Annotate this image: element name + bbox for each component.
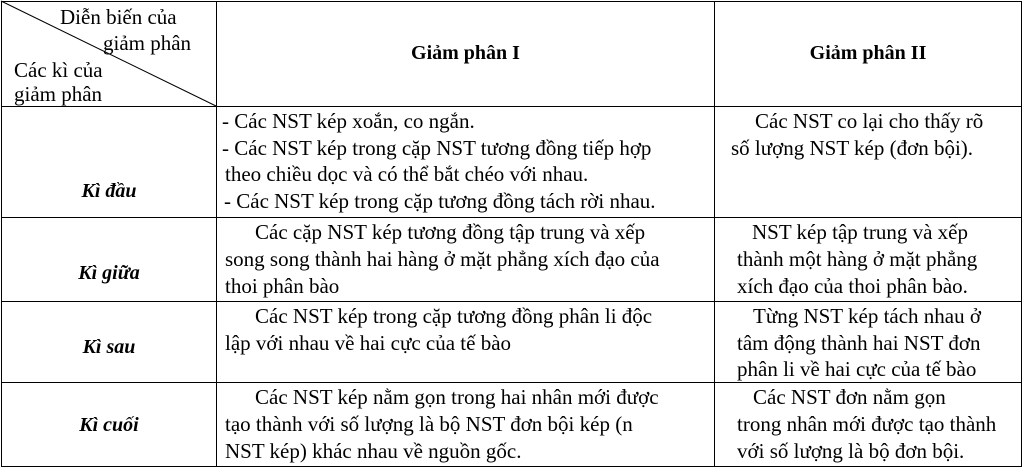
cell-text-line: - Các NST kép trong cặp tương đồng tách rời nhau. xyxy=(224,189,656,213)
column-header-meiosis-2: Giảm phân II xyxy=(809,42,927,64)
cell-text-line: thành một hàng ở mặt phẳng xyxy=(737,247,978,271)
cell-text-line: NST kép tập trung và xếp xyxy=(752,220,968,244)
cell-text-line: xích đạo của thoi phân bào. xyxy=(737,274,968,298)
cell-text-line: Từng NST kép tách nhau ở xyxy=(753,304,981,328)
corner-bottom-line2: giảm phân xyxy=(14,82,103,106)
row-header-telophase: Kì cuối xyxy=(79,414,139,436)
cell-text-line: Các NST co lại cho thấy rõ xyxy=(755,109,984,133)
cell-text-line: tạo thành với số lượng là bộ NST đơn bội kép (n xyxy=(225,412,633,436)
corner-bottom-line1: Các kì của xyxy=(14,58,103,82)
cell-text-line: - Các NST kép xoắn, co ngắn. xyxy=(222,109,475,133)
cell-text-line: Các cặp NST kép tương đồng tập trung và xếp xyxy=(255,220,646,244)
row-header-metaphase: Kì giữa xyxy=(78,262,140,284)
cell-text-line: thoi phân bào xyxy=(225,274,340,298)
column-header-meiosis-1: Giảm phân I xyxy=(411,42,520,64)
cell-text-line: Các NST đơn nằm gọn xyxy=(753,385,946,409)
corner-top-line1: Diễn biến của xyxy=(60,5,177,29)
row-divider xyxy=(1,301,1022,302)
cell-text-line: trong nhân mới được tạo thành xyxy=(737,412,997,436)
cell-text-line: song song thành hai hàng ở mặt phẳng xích đạo của xyxy=(225,247,660,271)
cell-text-line: số lượng NST kép (đơn bội). xyxy=(731,136,974,160)
cell-text-line: theo chiều dọc và có thể bắt chéo với nhau. xyxy=(225,162,589,186)
cell-text-line: với số lượng là bộ đơn bội. xyxy=(737,439,965,463)
cell-text-line: NST kép) khác nhau về nguồn gốc. xyxy=(225,439,522,463)
corner-top-line2: giảm phân xyxy=(103,31,192,55)
table-border-bottom xyxy=(1,466,1022,467)
col-divider xyxy=(714,1,715,467)
table-border-right xyxy=(1021,1,1022,467)
cell-text-line: tâm động thành hai NST đơn xyxy=(737,331,981,355)
row-divider xyxy=(1,382,1022,383)
row-header-anaphase: Kì sau xyxy=(82,336,136,358)
cell-text-line: phân li về hai cực của tế bào xyxy=(737,357,977,381)
cell-text-line: Các NST kép nằm gọn trong hai nhân mới được xyxy=(255,385,659,409)
row-divider xyxy=(1,217,1022,218)
cell-text-line: - Các NST kép trong cặp NST tương đồng tiếp hợp xyxy=(222,136,652,160)
row-header-prophase: Kì đầu xyxy=(81,180,137,202)
cell-text-line: lập với nhau về hai cực của tế bào xyxy=(225,331,512,355)
cell-text-line: Các NST kép trong cặp tương đồng phân li độc xyxy=(255,304,653,328)
